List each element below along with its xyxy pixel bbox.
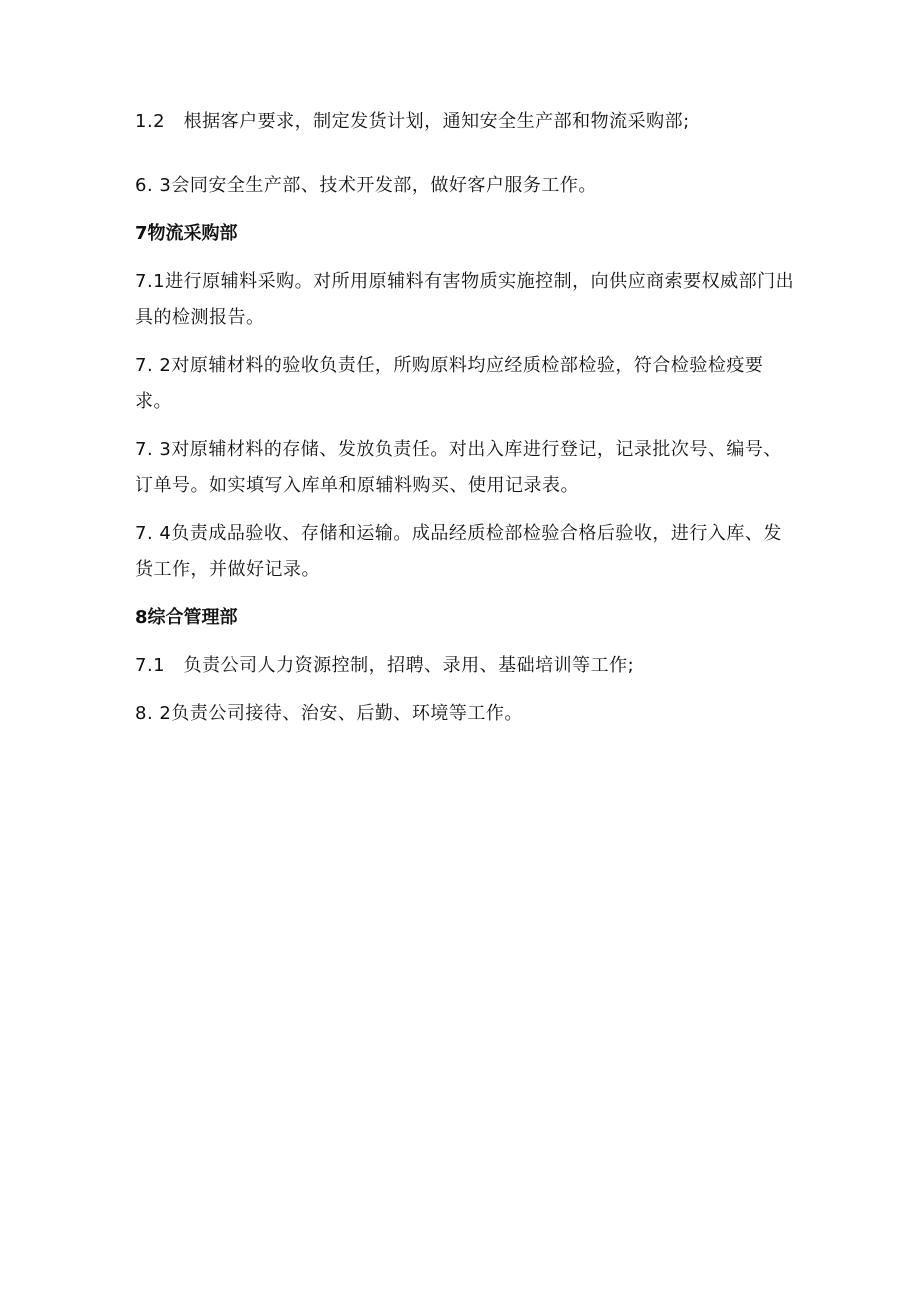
heading-section-7: 7物流采购部 xyxy=(135,223,238,244)
para-1-2: 1.2 根据客户要求，制定发货计划，通知安全生产部和物流采购部; xyxy=(135,111,690,132)
para-7-2: 7. 2对原辅材料的验收负责任，所购原料均应经质检部检验，符合检验检疫要求。 xyxy=(135,355,764,412)
para-8-2: 8. 2负责公司接待、治安、后勤、环境等工作。 xyxy=(135,703,523,724)
para-7-1-b: 7.1 负责公司人力资源控制，招聘、录用、基础培训等工作; xyxy=(135,655,635,676)
para-7-4: 7. 4负责成品验收、存储和运输。成品经质检部检验合格后验收，进行入库、发货工作，并做好记录。 xyxy=(135,523,782,580)
document-body xyxy=(135,104,795,744)
para-7-3: 7. 3对原辅材料的存储、发放负责任。对出入库进行登记，记录批次号、编号、订单号。如实填写入库单和原辅料购买、使用记录表。 xyxy=(135,439,782,496)
heading-section-8: 8综合管理部 xyxy=(135,607,238,628)
para-6-3: 6. 3会同安全生产部、技术开发部，做好客户服务工作。 xyxy=(135,175,597,196)
para-7-1: 7.1进行原辅料采购。对所用原辅料有害物质实施控制，向供应商索要权威部门出具的检测报告。 xyxy=(135,271,795,328)
